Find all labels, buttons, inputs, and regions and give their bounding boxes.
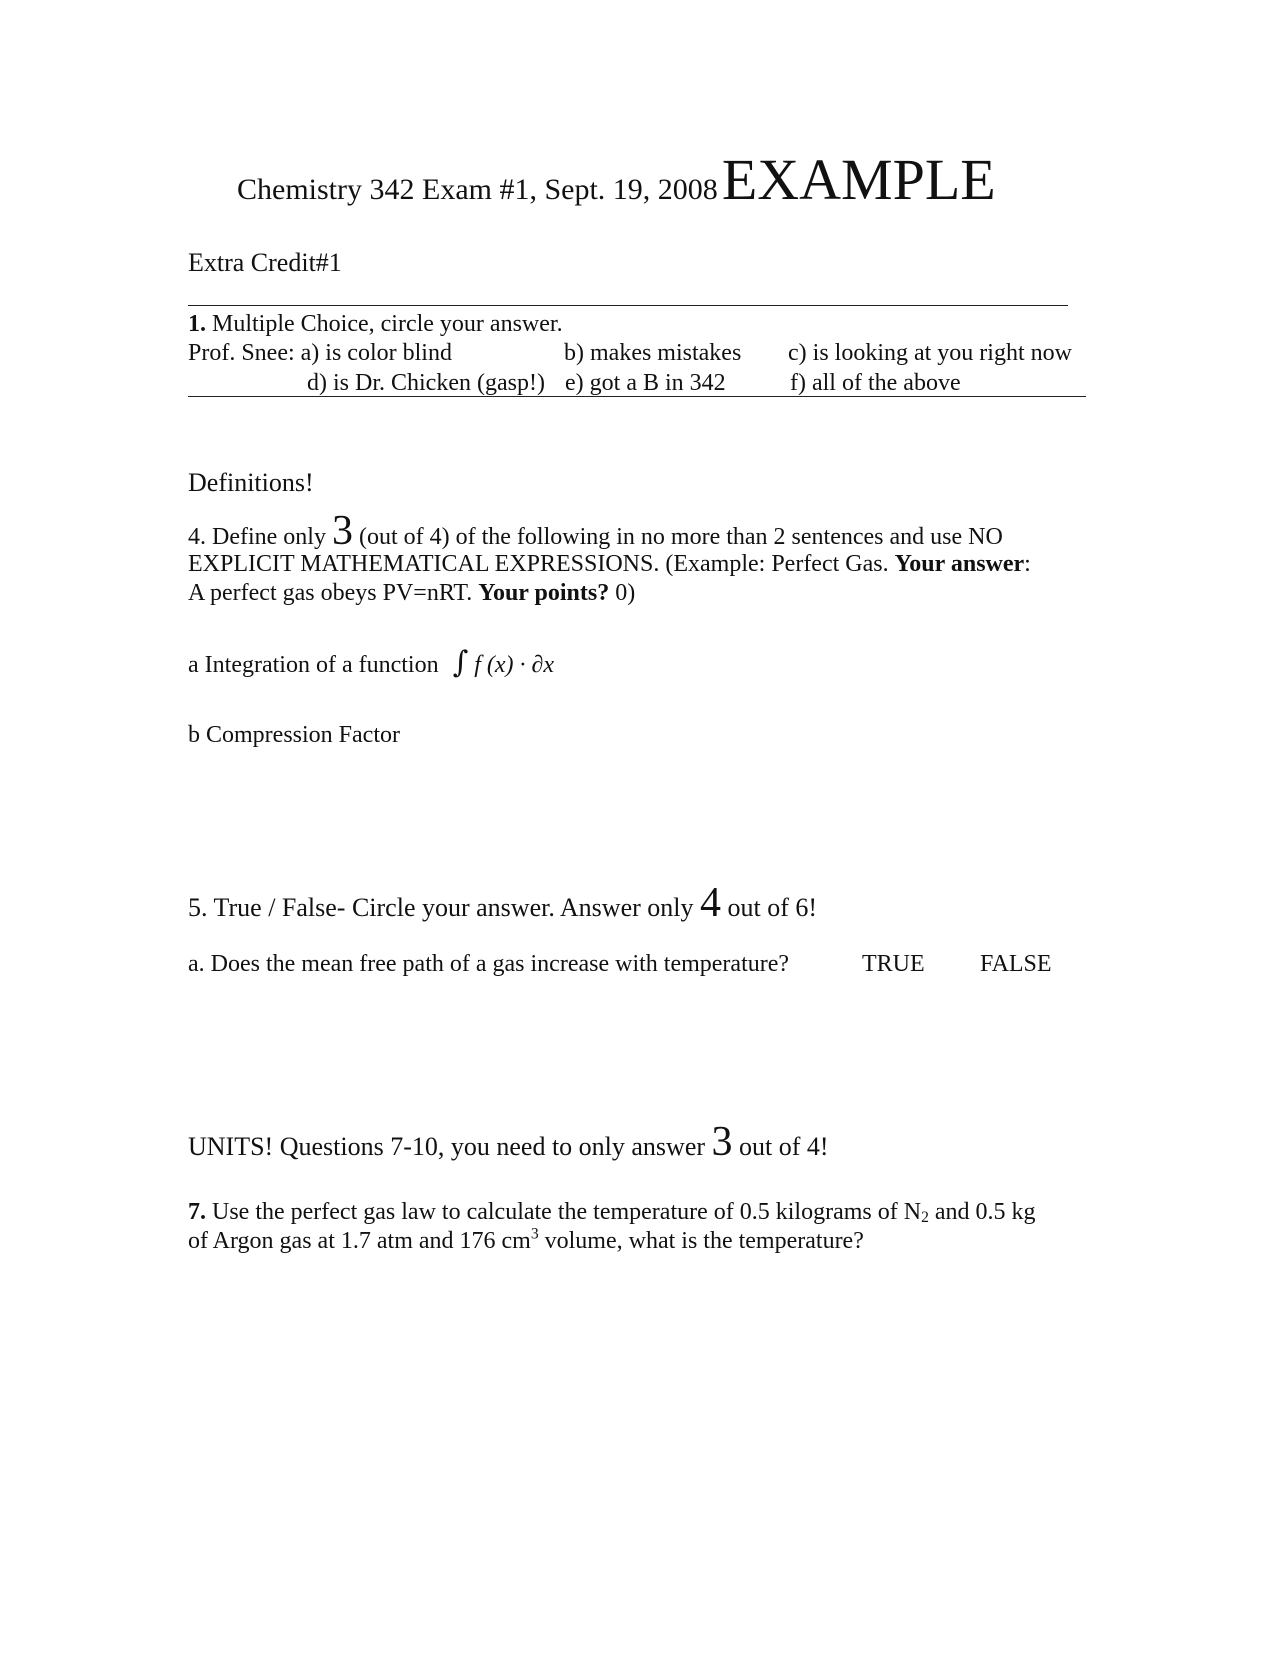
- units-heading-text: UNITS! Questions 7-10, you need to only answer: [188, 1132, 706, 1161]
- definitions-line2-text: EXPLICIT MATHEMATICAL EXPRESSIONS. (Example: Perfect Gas.: [188, 551, 889, 577]
- rule-top: [188, 305, 1068, 306]
- mc-option-c[interactable]: c) is looking at you right now: [788, 340, 1072, 366]
- units-question-line2: [188, 1225, 864, 1255]
- true-false-heading-end: out of 6!: [727, 893, 818, 922]
- definitions-question-number: 4.: [188, 524, 206, 550]
- rule-bottom: [188, 396, 1086, 397]
- definitions-line2-end: :: [1024, 551, 1031, 577]
- example-stamp: EXAMPLE: [721, 147, 996, 212]
- units-question-number: 7.: [188, 1199, 206, 1225]
- cm3-superscript: 3: [530, 1225, 539, 1243]
- units-question-line1: [188, 1199, 1036, 1227]
- mc-question: [188, 311, 563, 338]
- definitions-question-line3: [188, 580, 635, 607]
- tf-question-a: a. Does the mean free path of a gas increase with temperature?: [188, 951, 790, 977]
- definition-item-a-label: a Integration of a function: [188, 652, 439, 678]
- definitions-question-line2: [188, 551, 1031, 578]
- definitions-count: 3: [331, 508, 353, 554]
- integral-expression: f (x) · ∂x: [474, 652, 555, 678]
- units-heading-end: out of 4!: [739, 1132, 829, 1161]
- tf-true-option[interactable]: TRUE: [862, 951, 925, 977]
- mc-option-e[interactable]: e) got a B in 342: [565, 370, 726, 396]
- definitions-question-rest: (out of 4) of the following in no more than 2 sentences and use NO: [358, 524, 1003, 550]
- units-line1-text: Use the perfect gas law to calculate the temperature of 0.5 kilograms of N: [212, 1199, 922, 1225]
- units-line2-end: volume, what is the temperature?: [544, 1228, 864, 1254]
- extra-credit-heading: Extra Credit#1: [188, 248, 342, 277]
- integral-symbol: ∫: [452, 645, 469, 680]
- definitions-your-points: Your points?: [478, 580, 610, 606]
- mc-stem-label: Prof. Snee:: [188, 340, 295, 366]
- definitions-line3-text: A perfect gas obeys PV=nRT.: [188, 580, 473, 606]
- true-false-count: 4: [700, 880, 722, 926]
- n2-subscript: 2: [921, 1209, 929, 1227]
- definition-item-b: b Compression Factor: [188, 722, 400, 748]
- true-false-heading: [188, 882, 817, 924]
- mc-option-a[interactable]: a) is color blind: [300, 340, 452, 366]
- mc-option-f[interactable]: f) all of the above: [790, 370, 961, 396]
- definitions-question-line1: [188, 510, 1003, 552]
- definitions-line3-end: 0): [615, 580, 636, 606]
- units-count: 3: [711, 1119, 733, 1165]
- mc-stem: [188, 340, 452, 367]
- definitions-question-lead: Define only: [212, 524, 326, 550]
- units-heading: [188, 1121, 829, 1163]
- definition-item-a: [188, 645, 554, 680]
- mc-option-b[interactable]: b) makes mistakes: [564, 340, 742, 366]
- definitions-your-answer: Your answer: [894, 551, 1025, 577]
- true-false-heading-text: 5. True / False- Circle your answer. Answer only: [188, 893, 694, 922]
- mc-option-d[interactable]: d) is Dr. Chicken (gasp!): [307, 370, 545, 396]
- units-line2-text: of Argon gas at 1.7 atm and 176 cm: [188, 1228, 531, 1254]
- definitions-heading: Definitions!: [188, 468, 314, 497]
- page-title: [237, 146, 996, 213]
- tf-false-option[interactable]: FALSE: [980, 951, 1052, 977]
- exam-title: Chemistry 342 Exam #1, Sept. 19, 2008: [237, 173, 718, 206]
- mc-question-number: 1.: [188, 311, 206, 337]
- units-line1-end: and 0.5 kg: [934, 1199, 1036, 1225]
- mc-question-prompt: Multiple Choice, circle your answer.: [212, 311, 563, 337]
